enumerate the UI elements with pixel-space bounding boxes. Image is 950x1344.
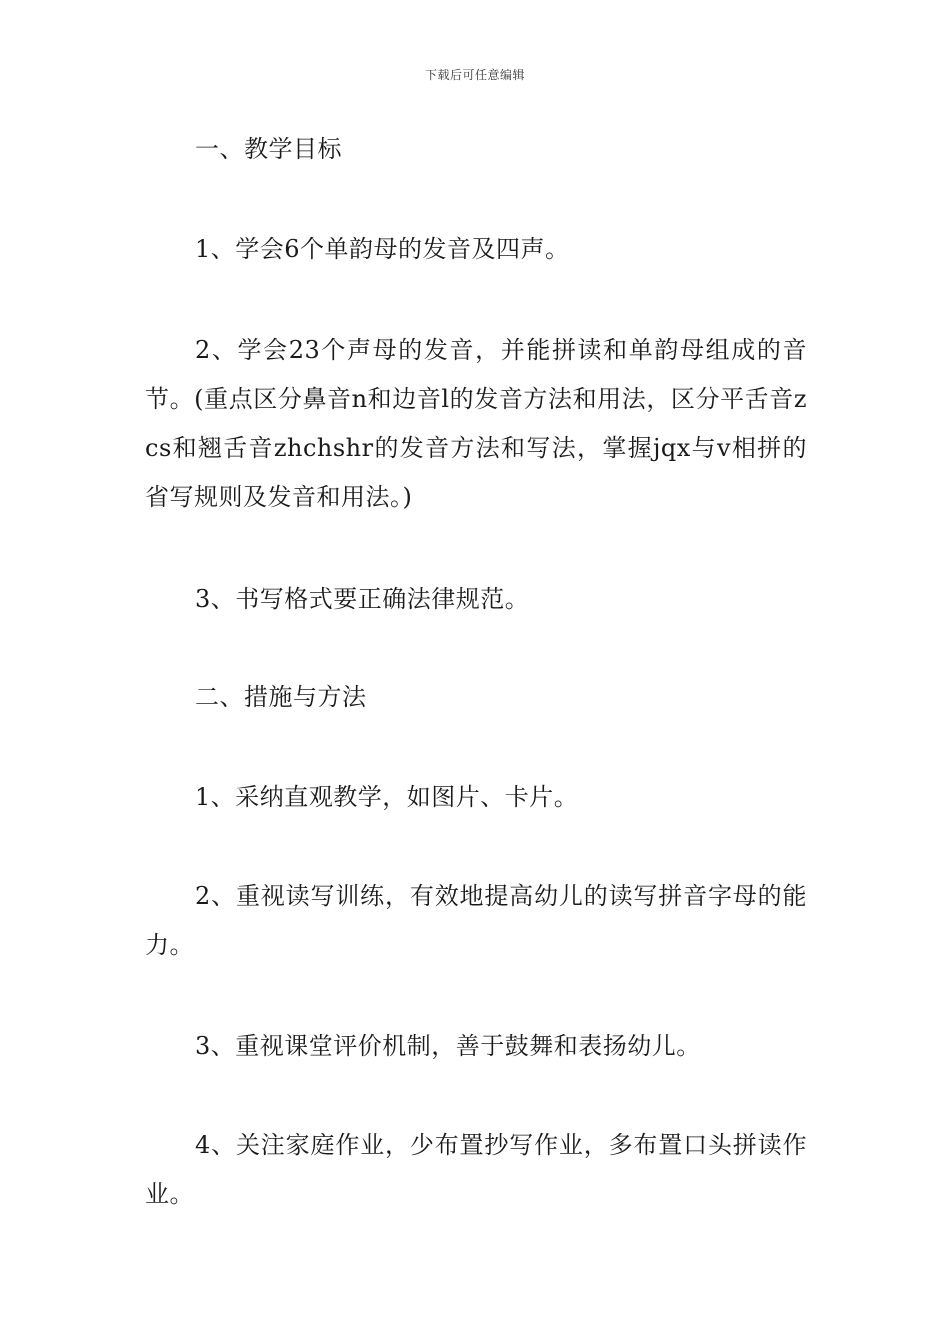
paragraph-goal-3: 3、书写格式要正确法律规范。 bbox=[195, 585, 530, 613]
paragraph-goal-1: 1、学会6个单韵母的发音及四声。 bbox=[195, 235, 570, 263]
paragraph-method-3: 3、重视课堂评价机制，善于鼓舞和表扬幼儿。 bbox=[195, 1032, 701, 1060]
paragraph-method-1: 1、采纳直观教学，如图片、卡片。 bbox=[195, 783, 579, 811]
page-header: 下载后可任意编辑 bbox=[424, 68, 525, 82]
section-heading-teaching-goals: 一、教学目标 bbox=[195, 135, 342, 163]
paragraph-method-4: 4、关注家庭作业，少布置抄写作业，多布置口头拼读作业。 bbox=[145, 1131, 807, 1208]
paragraph-goal-2: 2、学会23个声母的发音，并能拼读和单韵母组成的音节。(重点区分鼻音n和边音l的发音方法和用法，区分平舌音zcs和翘舌音zhchshr的发音方法和写法，掌握jqx与v相拼的省写规则及发音和用法。) bbox=[145, 336, 807, 511]
paragraph-method-2: 2、重视读写训练，有效地提高幼儿的读写拼音字母的能力。 bbox=[145, 882, 807, 959]
section-heading-measures-methods: 二、措施与方法 bbox=[195, 683, 367, 711]
